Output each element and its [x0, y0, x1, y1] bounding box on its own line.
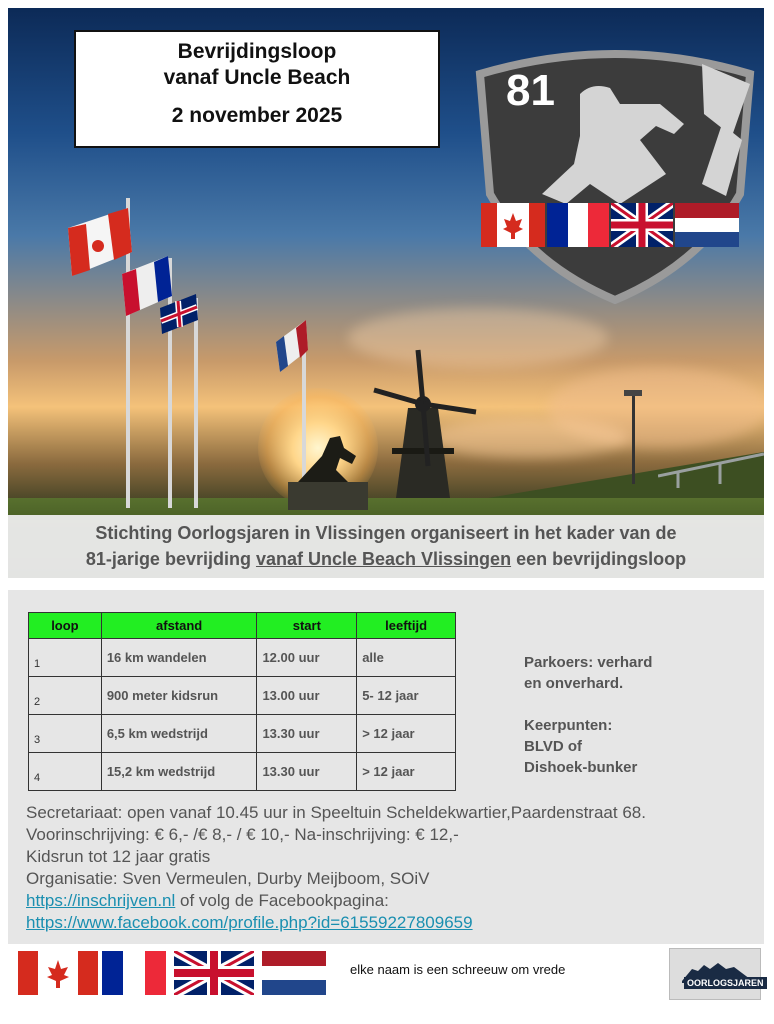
age-cell: alle [357, 639, 456, 677]
route-notes [524, 652, 652, 778]
registration-line [26, 890, 646, 912]
organisation-info: Organisatie: Sven Vermeulen, Durby Meijboom, SOiV [26, 869, 430, 888]
schedule-table [28, 612, 456, 791]
table-row [29, 715, 456, 753]
anniversary-number: 81 [506, 66, 555, 115]
table-row [29, 753, 456, 791]
column-header: start [257, 613, 357, 639]
netherlands-flag-icon [675, 203, 739, 247]
uk-flag-icon [611, 203, 673, 247]
loop-number: 2 [29, 677, 102, 715]
route-note-line: BLVD of [524, 738, 583, 755]
start-cell: 13.00 uur [257, 677, 357, 715]
banner-text: 81-jarige bevrijding [85, 549, 256, 569]
registration-link[interactable]: https://inschrijven.nl [26, 891, 176, 910]
table-row [29, 677, 456, 715]
distance-cell: 16 km wandelen [101, 639, 257, 677]
start-cell: 12.00 uur [257, 639, 357, 677]
loop-number: 4 [29, 753, 102, 791]
title-box [74, 30, 440, 148]
windmill [368, 348, 478, 508]
kidsrun-info: Kidsrun tot 12 jaar gratis [26, 847, 211, 866]
canada-flag-icon [481, 203, 545, 247]
netherlands-flag-photo [270, 320, 310, 374]
logo-flag-row [481, 203, 741, 247]
netherlands-flag-icon [262, 951, 326, 995]
event-details [26, 802, 646, 934]
distance-cell: 6,5 km wedstrijd [101, 715, 257, 753]
canada-flag-icon [18, 951, 98, 995]
registration-line-text: of volg de Facebookpagina: [175, 891, 389, 910]
table-header-row [29, 613, 456, 639]
age-cell: > 12 jaar [357, 753, 456, 791]
route-note-line: en onverhard. [524, 675, 624, 692]
age-cell: 5- 12 jaar [357, 677, 456, 715]
column-header: leeftijd [357, 613, 456, 639]
route-note-line: Dishoek-bunker [524, 759, 638, 776]
registration-fees: Voorinschrijving: € 6,- /€ 8,- / € 10,- Na-inschrijving: € 12,- [26, 825, 459, 844]
age-cell: > 12 jaar [357, 715, 456, 753]
title-line-1: Bevrijdingsloop [177, 40, 337, 63]
facebook-link[interactable]: https://www.facebook.com/profile.php?id=61559227809659 [26, 913, 473, 932]
start-cell: 13.30 uur [257, 753, 357, 791]
railing [658, 448, 764, 488]
france-flag-icon [547, 203, 609, 247]
table-row [29, 639, 456, 677]
soldier-statue [278, 426, 378, 510]
uk-flag-icon [174, 951, 254, 995]
column-header: loop [29, 613, 102, 639]
title-line-2: vanaf Uncle Beach [163, 66, 351, 89]
france-flag-icon [102, 951, 166, 995]
secretariat-info: Secretariaat: open vanaf 10.45 uur in Speeltuin Scheldekwartier,Paardenstraat 68. [26, 803, 646, 822]
route-note-line: Keerpunten: [524, 717, 613, 734]
footer-slogan: elke naam is een schreeuw om vrede [350, 962, 566, 977]
banner-line-2 [8, 546, 764, 572]
organizer-banner [8, 515, 764, 578]
banner-line-1: Stichting Oorlogsjaren in Vlissingen organiseert in het kader van de [95, 523, 677, 543]
start-cell: 13.30 uur [257, 715, 357, 753]
column-header: afstand [101, 613, 257, 639]
distance-cell: 900 meter kidsrun [101, 677, 257, 715]
uk-flag-photo [158, 294, 200, 334]
distance-cell: 15,2 km wedstrijd [101, 753, 257, 791]
uncle-beach-link[interactable]: vanaf Uncle Beach Vlissingen [255, 549, 512, 569]
oorlogsjaren-logo [669, 948, 764, 1000]
event-date: 2 november 2025 [171, 104, 343, 127]
route-note-line: Parkoers: verhard [524, 654, 653, 671]
logo-text: OORLOGSJAREN [684, 977, 767, 989]
banner-text: een bevrijdingsloop [511, 549, 687, 569]
loop-number: 3 [29, 715, 102, 753]
loop-number: 1 [29, 639, 102, 677]
